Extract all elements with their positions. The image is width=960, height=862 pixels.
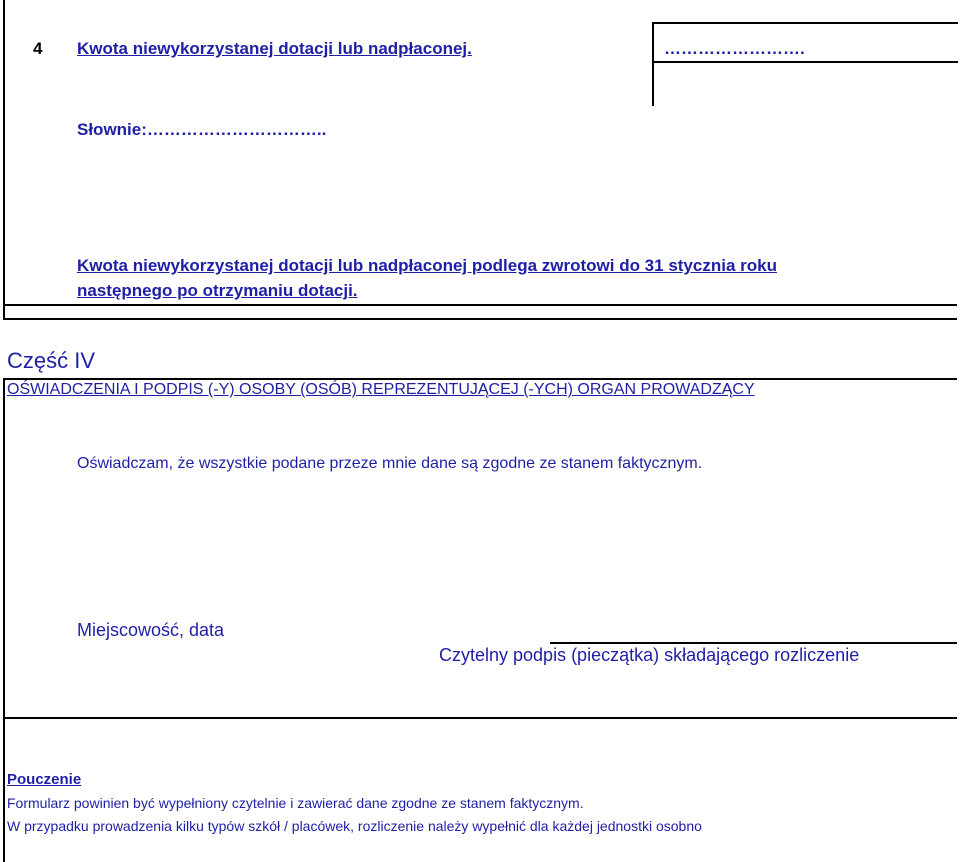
part-4-subtitle: OŚWIADCZENIA I PODPIS (-Y) OSOBY (OSÓB) REPREZENTUJĄCEJ (-YCH) ORGAN PROWADZĄCY bbox=[7, 381, 755, 398]
section-separator bbox=[3, 304, 957, 320]
refund-note-line1: Kwota niewykorzystanej dotacji lub nadpłaconej podlega zwrotowi do 31 stycznia roku bbox=[77, 256, 777, 275]
signature-label: Czytelny podpis (pieczątka) składającego rozliczenie bbox=[439, 645, 860, 665]
section-number: 4 bbox=[33, 39, 43, 58]
part-4-title: Część IV bbox=[7, 348, 96, 373]
place-date-label: Miejscowość, data bbox=[77, 620, 225, 640]
section-title: Kwota niewykorzystanej dotacji lub nadpłaconej. bbox=[77, 39, 472, 58]
declaration-box bbox=[3, 378, 957, 719]
instructions-line1: Formularz powinien być wypełniony czytelnie i zawierać dane zgodne ze stanem faktycznym. bbox=[7, 795, 584, 811]
amount-box-divider bbox=[652, 61, 958, 63]
amount-in-words: Słownie:………………………….. bbox=[77, 120, 327, 139]
declaration-text: Oświadczam, że wszystkie podane przeze mnie dane są zgodne ze stanem faktycznym. bbox=[77, 455, 703, 472]
refund-note-line2: następnego po otrzymaniu dotacji. bbox=[77, 281, 358, 300]
section-4-left-border bbox=[3, 0, 5, 306]
instructions-box bbox=[3, 717, 957, 862]
amount-box[interactable] bbox=[652, 22, 958, 106]
amount-value: ……………………. bbox=[664, 39, 805, 58]
signature-line[interactable] bbox=[550, 642, 957, 644]
instructions-title: Pouczenie bbox=[7, 771, 82, 788]
instructions-line2: W przypadku prowadzenia kilku typów szkół / placówek, rozliczenie należy wypełnić dla każdej jednostki osobno bbox=[7, 818, 702, 834]
